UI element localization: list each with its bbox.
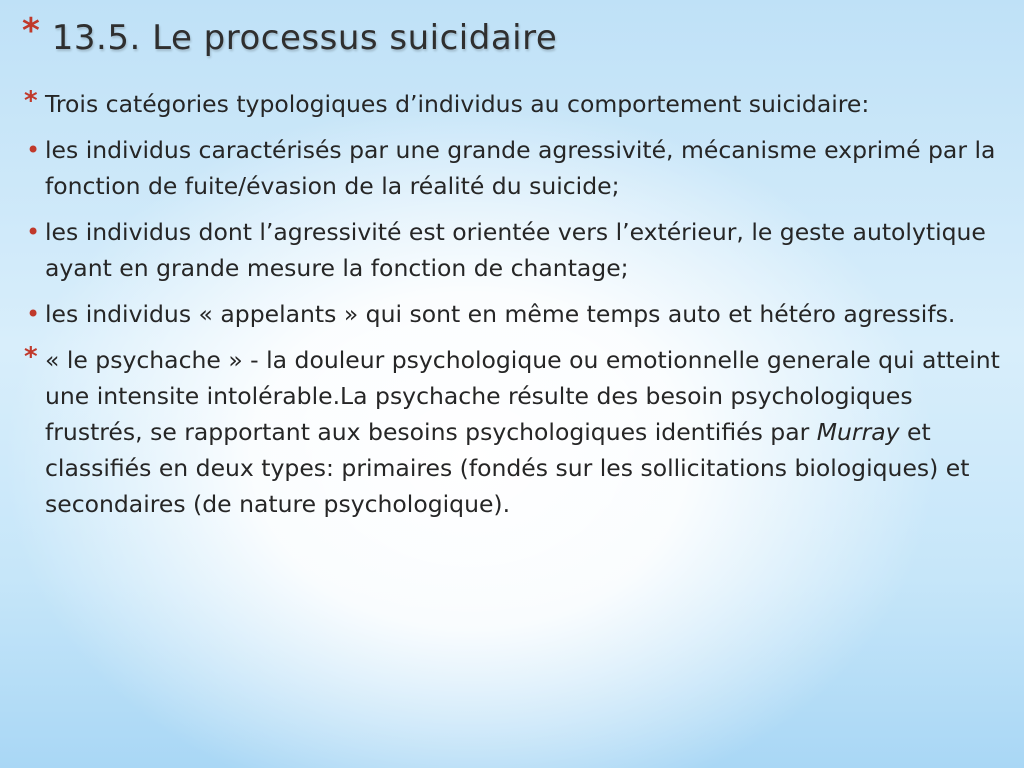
asterisk-bullet-icon: * <box>24 86 38 116</box>
list-item <box>20 86 1010 122</box>
list-item <box>20 342 1010 522</box>
title-asterisk-icon: * <box>22 11 40 51</box>
list-item-text <box>45 342 1010 522</box>
list-item <box>20 296 1010 332</box>
slide-title: 13.5. Le processus suicidaire <box>51 18 558 58</box>
list-item-text: les individus « appelants » qui sont en même temps auto et hétéro agressifs. <box>45 300 956 328</box>
list-item-text: les individus dont l’agressivité est orientée vers l’extérieur, le geste autolytique ayant en grande mesure la fonction de chantage; <box>45 218 986 282</box>
psychache-text-start: « le psychache » - la douleur psychologique ou emotionnelle generale qui atteint une intensite intolérable.La psychache résulte des besoin psychologiques frustrés, se rapportant aux besoins psychologiques identifiés par <box>45 346 1000 446</box>
list-item <box>20 214 1010 286</box>
author-name: Murray <box>816 418 900 446</box>
list-item <box>20 132 1010 204</box>
title-row <box>22 12 557 64</box>
asterisk-bullet-icon: * <box>24 342 38 372</box>
bullet-icon: • <box>26 300 41 328</box>
slide-content <box>20 86 1010 522</box>
bullet-icon: • <box>26 136 41 164</box>
psychache-text-end: et classifiés en deux types: primaires (fondés sur les sollicitations biologiques) et secondaires (de nature psychologique). <box>45 418 970 518</box>
bullet-icon: • <box>26 218 41 246</box>
list-item-text: les individus caractérisés par une grande agressivité, mécanisme exprimé par la fonction de fuite/évasion de la réalité du suicide; <box>45 136 996 200</box>
list-item-text: Trois catégories typologiques d’individus au comportement suicidaire: <box>45 90 870 118</box>
